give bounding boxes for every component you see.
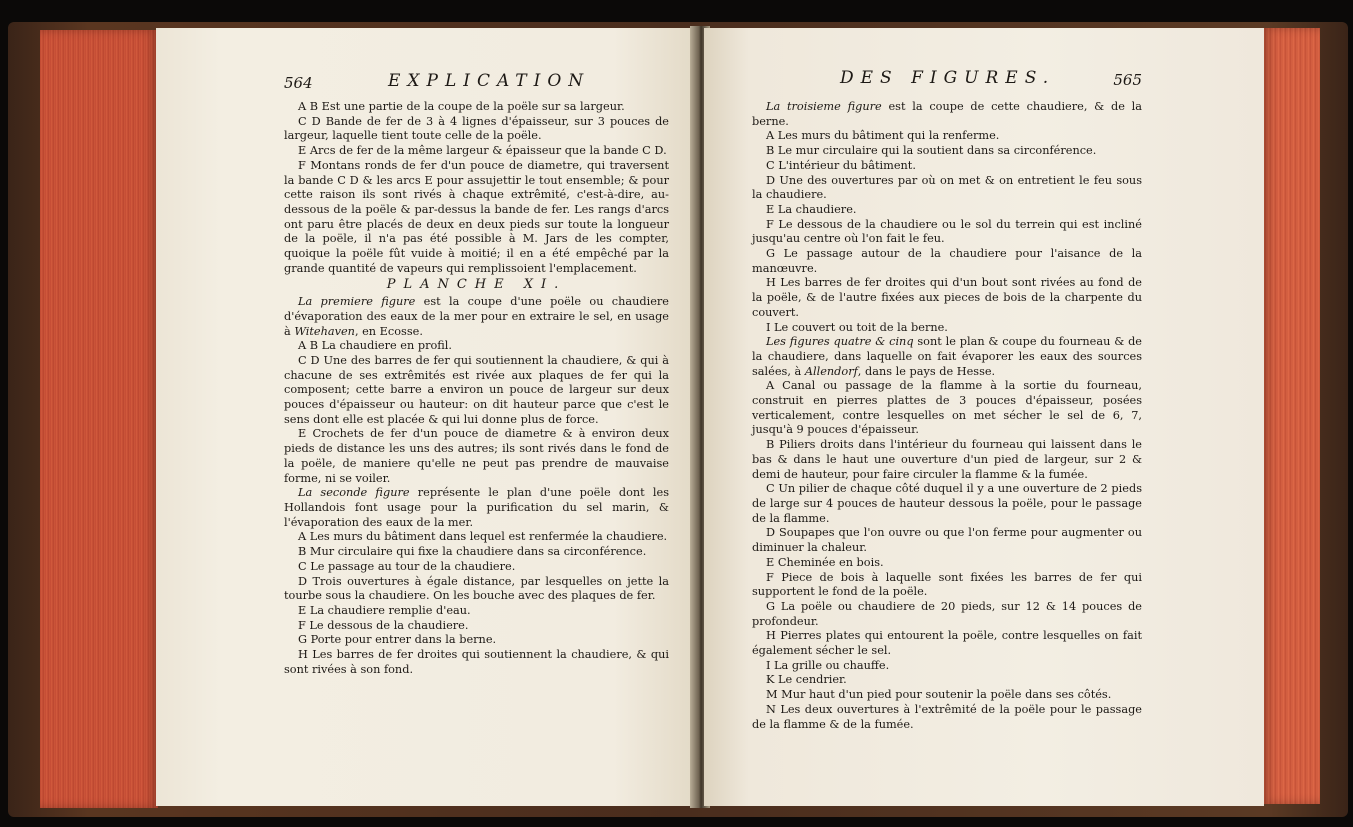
legend-item: G Le passage autour de la chaudiere pour l'aisance de la manœuvre. bbox=[752, 247, 1142, 275]
figure-lead: La premiere figure bbox=[298, 295, 416, 309]
legend-item: A Les murs du bâtiment qui la renferme. bbox=[766, 129, 1000, 143]
legend-item: F Le dessous de la chaudiere ou le sol du terrein qui est incliné jusqu'au centre où l'on fait le feu. bbox=[752, 217, 1142, 246]
legend-item: A Les murs du bâtiment dans lequel est renfermée la chaudiere. bbox=[298, 530, 668, 544]
legend-item: H Pierres plates qui entourent la poële, contre lesquelles on fait également sécher le sel. bbox=[752, 629, 1142, 658]
legend-item: D Trois ouvertures à égale distance, par lesquelles on jette la tourbe sous la chaudiere. On les bouche avec des plaques de fer. bbox=[284, 574, 669, 603]
place-name: Allendorf bbox=[804, 364, 858, 378]
page-number: 564 bbox=[284, 74, 313, 92]
left-page bbox=[156, 28, 694, 806]
plate-title: PLANCHE XI. bbox=[386, 277, 567, 293]
legend-item: A B Est une partie de la coupe de la poële sur sa largeur. bbox=[298, 100, 625, 113]
legend-item: D Soupapes que l'on ouvre ou que l'on ferme pour augmenter ou diminuer la chaleur. bbox=[752, 526, 1142, 555]
legend-item: F Montans ronds de fer d'un pouce de diametre, qui traversent la bande C D & les arcs E pour assujettir le tout ensemble; & pour cette raison ils sont rivés à chaque extrêmité, c'est-à-dire, au-dessous de la poële & par-dessus la bande de fer. Les rangs d'arcs ont paru être placés de deux en deux pieds sur toute la longueur de la poële, il n'a pas été possible à M. Jars de les compter, quoique la poële fût vuide à moitié; il en a été empêché par la grande quantité de vapeurs qui remplissoient l'emplacement. bbox=[284, 158, 669, 275]
figure-description: La seconde figure représente le plan d'une poële dont les Hollandois font usage pour la purification du sel marin, & l'évaporation des eaux de la mer. bbox=[284, 486, 669, 529]
page-number: 565 bbox=[1113, 71, 1142, 89]
right-page-text bbox=[752, 68, 1142, 732]
legend-item: C D Une des barres de fer qui soutiennent la chaudiere, & qui à chacune de ses extrêmités est rivée aux plaques de fer qui la composent; cette barre a environ un pouce de largeur sur deux pouces d'épaisseur ou hauteur: on dit hauteur parce que c'est le sens dont elle est placée & qui lui donne plus de force. bbox=[284, 353, 669, 426]
legend-item: E Cheminée en bois. bbox=[766, 555, 884, 569]
legend-item: M Mur haut d'un pied pour soutenir la poële dans ses côtés. bbox=[766, 688, 1112, 702]
legend-item: G Porte pour entrer dans la berne. bbox=[298, 633, 497, 647]
legend-item: B Mur circulaire qui fixe la chaudiere dans sa circonférence. bbox=[298, 545, 647, 559]
figure-description: Les figures quatre & cinq sont le plan & coupe du fourneau & de la chaudiere, dans laquelle on fait évaporer les eaux des sources salées, à Allendorf, dans le pays de Hesse. bbox=[752, 335, 1142, 378]
legend-item: A B La chaudiere en profil. bbox=[298, 339, 453, 353]
legend-item: F Piece de bois à laquelle sont fixées les barres de fer qui supportent le fond de la poële. bbox=[752, 570, 1142, 599]
legend-item: C Le passage au tour de la chaudiere. bbox=[298, 559, 516, 573]
legend-item: D Une des ouvertures par où on met & on entretient le feu sous la chaudiere. bbox=[752, 173, 1142, 202]
legend-item: K Le cendrier. bbox=[766, 673, 847, 687]
right-page bbox=[704, 28, 1264, 806]
legend-item: E Arcs de fer de la même largeur & épaisseur que la bande C D. bbox=[298, 144, 667, 158]
right-page-edges bbox=[1262, 28, 1320, 804]
legend-item: E Crochets de fer d'un pouce de diametre & à environ deux pieds de distance les uns des autres; ils sont rivés dans le fond de la poële, de maniere qu'elle ne peut pas prendre de mauvaise forme, ni se voiler. bbox=[284, 427, 669, 485]
legend-item: B Le mur circulaire qui la soutient dans sa circonférence. bbox=[766, 144, 1097, 158]
legend-item: I La grille ou chauffe. bbox=[766, 658, 890, 672]
legend-item: F Le dessous de la chaudiere. bbox=[298, 618, 469, 632]
figure-description: La troisieme figure est la coupe de cette chaudiere, & de la berne. bbox=[752, 100, 1142, 128]
left-page-text bbox=[284, 71, 669, 677]
running-head: EXPLICATION bbox=[388, 71, 591, 91]
legend-item: H Les barres de fer droites qui d'un bout sont rivées au fond de la poële, & de l'autre fixées aux pieces de bois de la charpente du couvert. bbox=[752, 276, 1142, 319]
legend-item: C D Bande de fer de 3 à 4 lignes d'épaisseur, sur 3 pouces de largeur, laquelle tient toute celle de la poële. bbox=[284, 114, 669, 143]
legend-item: B Piliers droits dans l'intérieur du fourneau qui laissent dans le bas & dans le haut une ouverture d'un pied de largeur, sur 2 & demi de hauteur, pour faire circuler la flamme & la fumée. bbox=[752, 438, 1142, 481]
legend-item: N Les deux ouvertures à l'extrêmité de la poële pour le passage de la flamme & de la fumée. bbox=[752, 702, 1142, 731]
legend-item: E La chaudiere. bbox=[766, 202, 857, 216]
figure-lead: La seconde figure bbox=[298, 486, 410, 500]
figure-description: La premiere figure est la coupe d'une poële ou chaudiere d'évaporation des eaux de la mer pour en extraire le sel, en usage à Witehaven, en Ecosse. bbox=[284, 295, 669, 338]
figure-lead: Les figures quatre & cinq bbox=[766, 335, 914, 349]
legend-item: E La chaudiere remplie d'eau. bbox=[298, 603, 471, 617]
running-head: DES FIGURES. bbox=[840, 68, 1056, 88]
legend-item: I Le couvert ou toit de la berne. bbox=[766, 320, 948, 334]
figure-lead: La troisieme figure bbox=[766, 100, 882, 113]
left-page-header bbox=[284, 71, 669, 98]
left-page-edges bbox=[40, 30, 158, 808]
legend-item: C L'intérieur du bâtiment. bbox=[766, 158, 916, 172]
place-name: Witehaven bbox=[294, 324, 355, 338]
right-page-header bbox=[752, 68, 1142, 98]
legend-item: A Canal ou passage de la flamme à la sortie du fourneau, construit en pierres plattes de 3 pouces d'épaisseur, posées verticalement, contre lesquelles on met sécher le sel de 6, 7, jusqu'à 9 pouces d'épaisseur. bbox=[752, 379, 1142, 437]
legend-item: G La poële ou chaudiere de 20 pieds, sur 12 & 14 pouces de profondeur. bbox=[752, 599, 1142, 628]
legend-item: H Les barres de fer droites qui soutiennent la chaudiere, & qui sont rivées à son fond. bbox=[284, 648, 669, 676]
legend-item: C Un pilier de chaque côté duquel il y a une ouverture de 2 pieds de large sur 4 pouces de hauteur dessous la poële, pour le passage de la flamme. bbox=[752, 482, 1142, 525]
